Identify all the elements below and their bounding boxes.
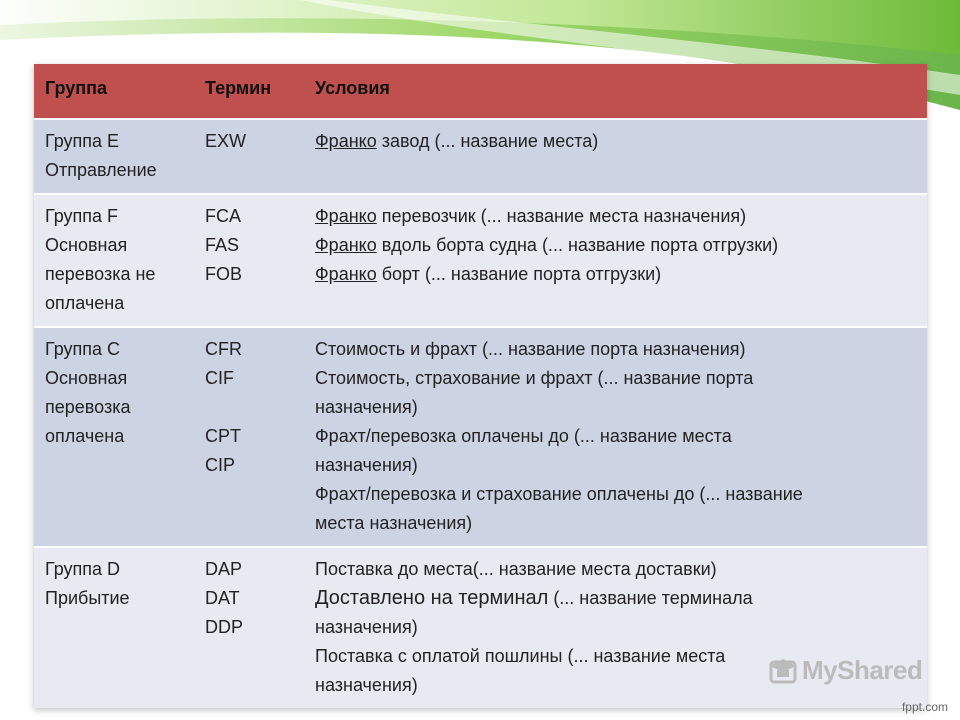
- term-spacer: [205, 393, 315, 422]
- conditions-cell: [315, 327, 927, 547]
- condition-line: Поставка с оплатой пошлины (... название места: [315, 646, 726, 666]
- term: DAT: [205, 588, 240, 608]
- condition-line: [315, 127, 919, 156]
- group-cell: [34, 119, 205, 194]
- condition-line: [315, 231, 919, 260]
- incoterms-table: [34, 64, 927, 708]
- condition-line: [315, 202, 919, 231]
- group-line: Группа F: [45, 206, 119, 226]
- group-line: оплачена: [45, 426, 125, 446]
- conditions-cell: [315, 119, 927, 194]
- header-term: Термин: [205, 78, 272, 98]
- term-cell: [205, 119, 315, 194]
- term: CIF: [205, 368, 234, 388]
- group-cell: [34, 547, 205, 708]
- condition-line: Стоимость, страхование и фрахт (... название порта: [315, 368, 754, 388]
- table-row: [34, 194, 927, 327]
- table-header-row: [34, 64, 927, 119]
- condition-underlined: Франко: [315, 264, 377, 284]
- condition-line: назначения): [315, 455, 418, 475]
- condition-line: [315, 260, 919, 289]
- condition-line: Фрахт/перевозка и страхование оплачены до (... название: [315, 484, 803, 504]
- term: EXW: [205, 131, 247, 151]
- condition-rest: борт (... название порта отгрузки): [376, 264, 662, 284]
- condition-line: назначения): [315, 675, 418, 695]
- condition-line: Стоимость и фрахт (... название порта назначения): [315, 339, 746, 359]
- term: FOB: [205, 264, 243, 284]
- condition-line: назначения): [315, 397, 418, 417]
- term: DAP: [205, 559, 243, 579]
- term: CFR: [205, 339, 242, 359]
- condition-line: Фрахт/перевозка оплачены до (... название места: [315, 426, 732, 446]
- condition-rest: (... название терминала: [548, 588, 753, 608]
- term-cell: [205, 327, 315, 547]
- table-row: [34, 327, 927, 547]
- term-cell: [205, 194, 315, 327]
- mortarboard-icon: [768, 656, 798, 686]
- term-cell: [205, 547, 315, 708]
- condition-line: Поставка до места(... название места доставки): [315, 559, 717, 579]
- watermark-text: MyShared: [802, 655, 923, 685]
- term: CPT: [205, 426, 241, 446]
- group-line: перевозка: [45, 397, 131, 417]
- condition-underlined: Франко: [315, 235, 377, 255]
- group-line: Прибытие: [45, 588, 130, 608]
- condition-line: [315, 584, 919, 613]
- group-cell: [34, 327, 205, 547]
- footer-text: fppt.com: [901, 700, 948, 714]
- condition-underlined: Франко: [315, 131, 377, 151]
- conditions-cell: [315, 194, 927, 327]
- condition-rest: вдоль борта судна (... название порта отгрузки): [376, 235, 779, 255]
- term: DDP: [205, 617, 244, 637]
- header-group: Группа: [45, 78, 108, 98]
- group-line: Основная: [45, 368, 128, 388]
- group-line: Группа D: [45, 559, 121, 579]
- group-cell: [34, 194, 205, 327]
- condition-large: Доставлено на терминал: [315, 587, 549, 609]
- group-line: Группа C: [45, 339, 121, 359]
- group-line: оплачена: [45, 293, 125, 313]
- group-line: Отправление: [45, 160, 157, 180]
- group-line: перевозка не: [45, 264, 156, 284]
- group-line: Основная: [45, 235, 128, 255]
- group-line: Группа E: [45, 131, 120, 151]
- header-conditions: Условия: [315, 78, 390, 98]
- term: FAS: [205, 235, 240, 255]
- watermark-logo: [768, 655, 922, 686]
- condition-line: назначения): [315, 617, 418, 637]
- term: CIP: [205, 455, 236, 475]
- condition-line: места назначения): [315, 513, 473, 533]
- condition-rest: перевозчик (... название места назначения): [376, 206, 747, 226]
- condition-rest: завод (... название места): [376, 131, 599, 151]
- condition-underlined: Франко: [315, 206, 377, 226]
- table-row: [34, 119, 927, 194]
- term: FCA: [205, 206, 241, 226]
